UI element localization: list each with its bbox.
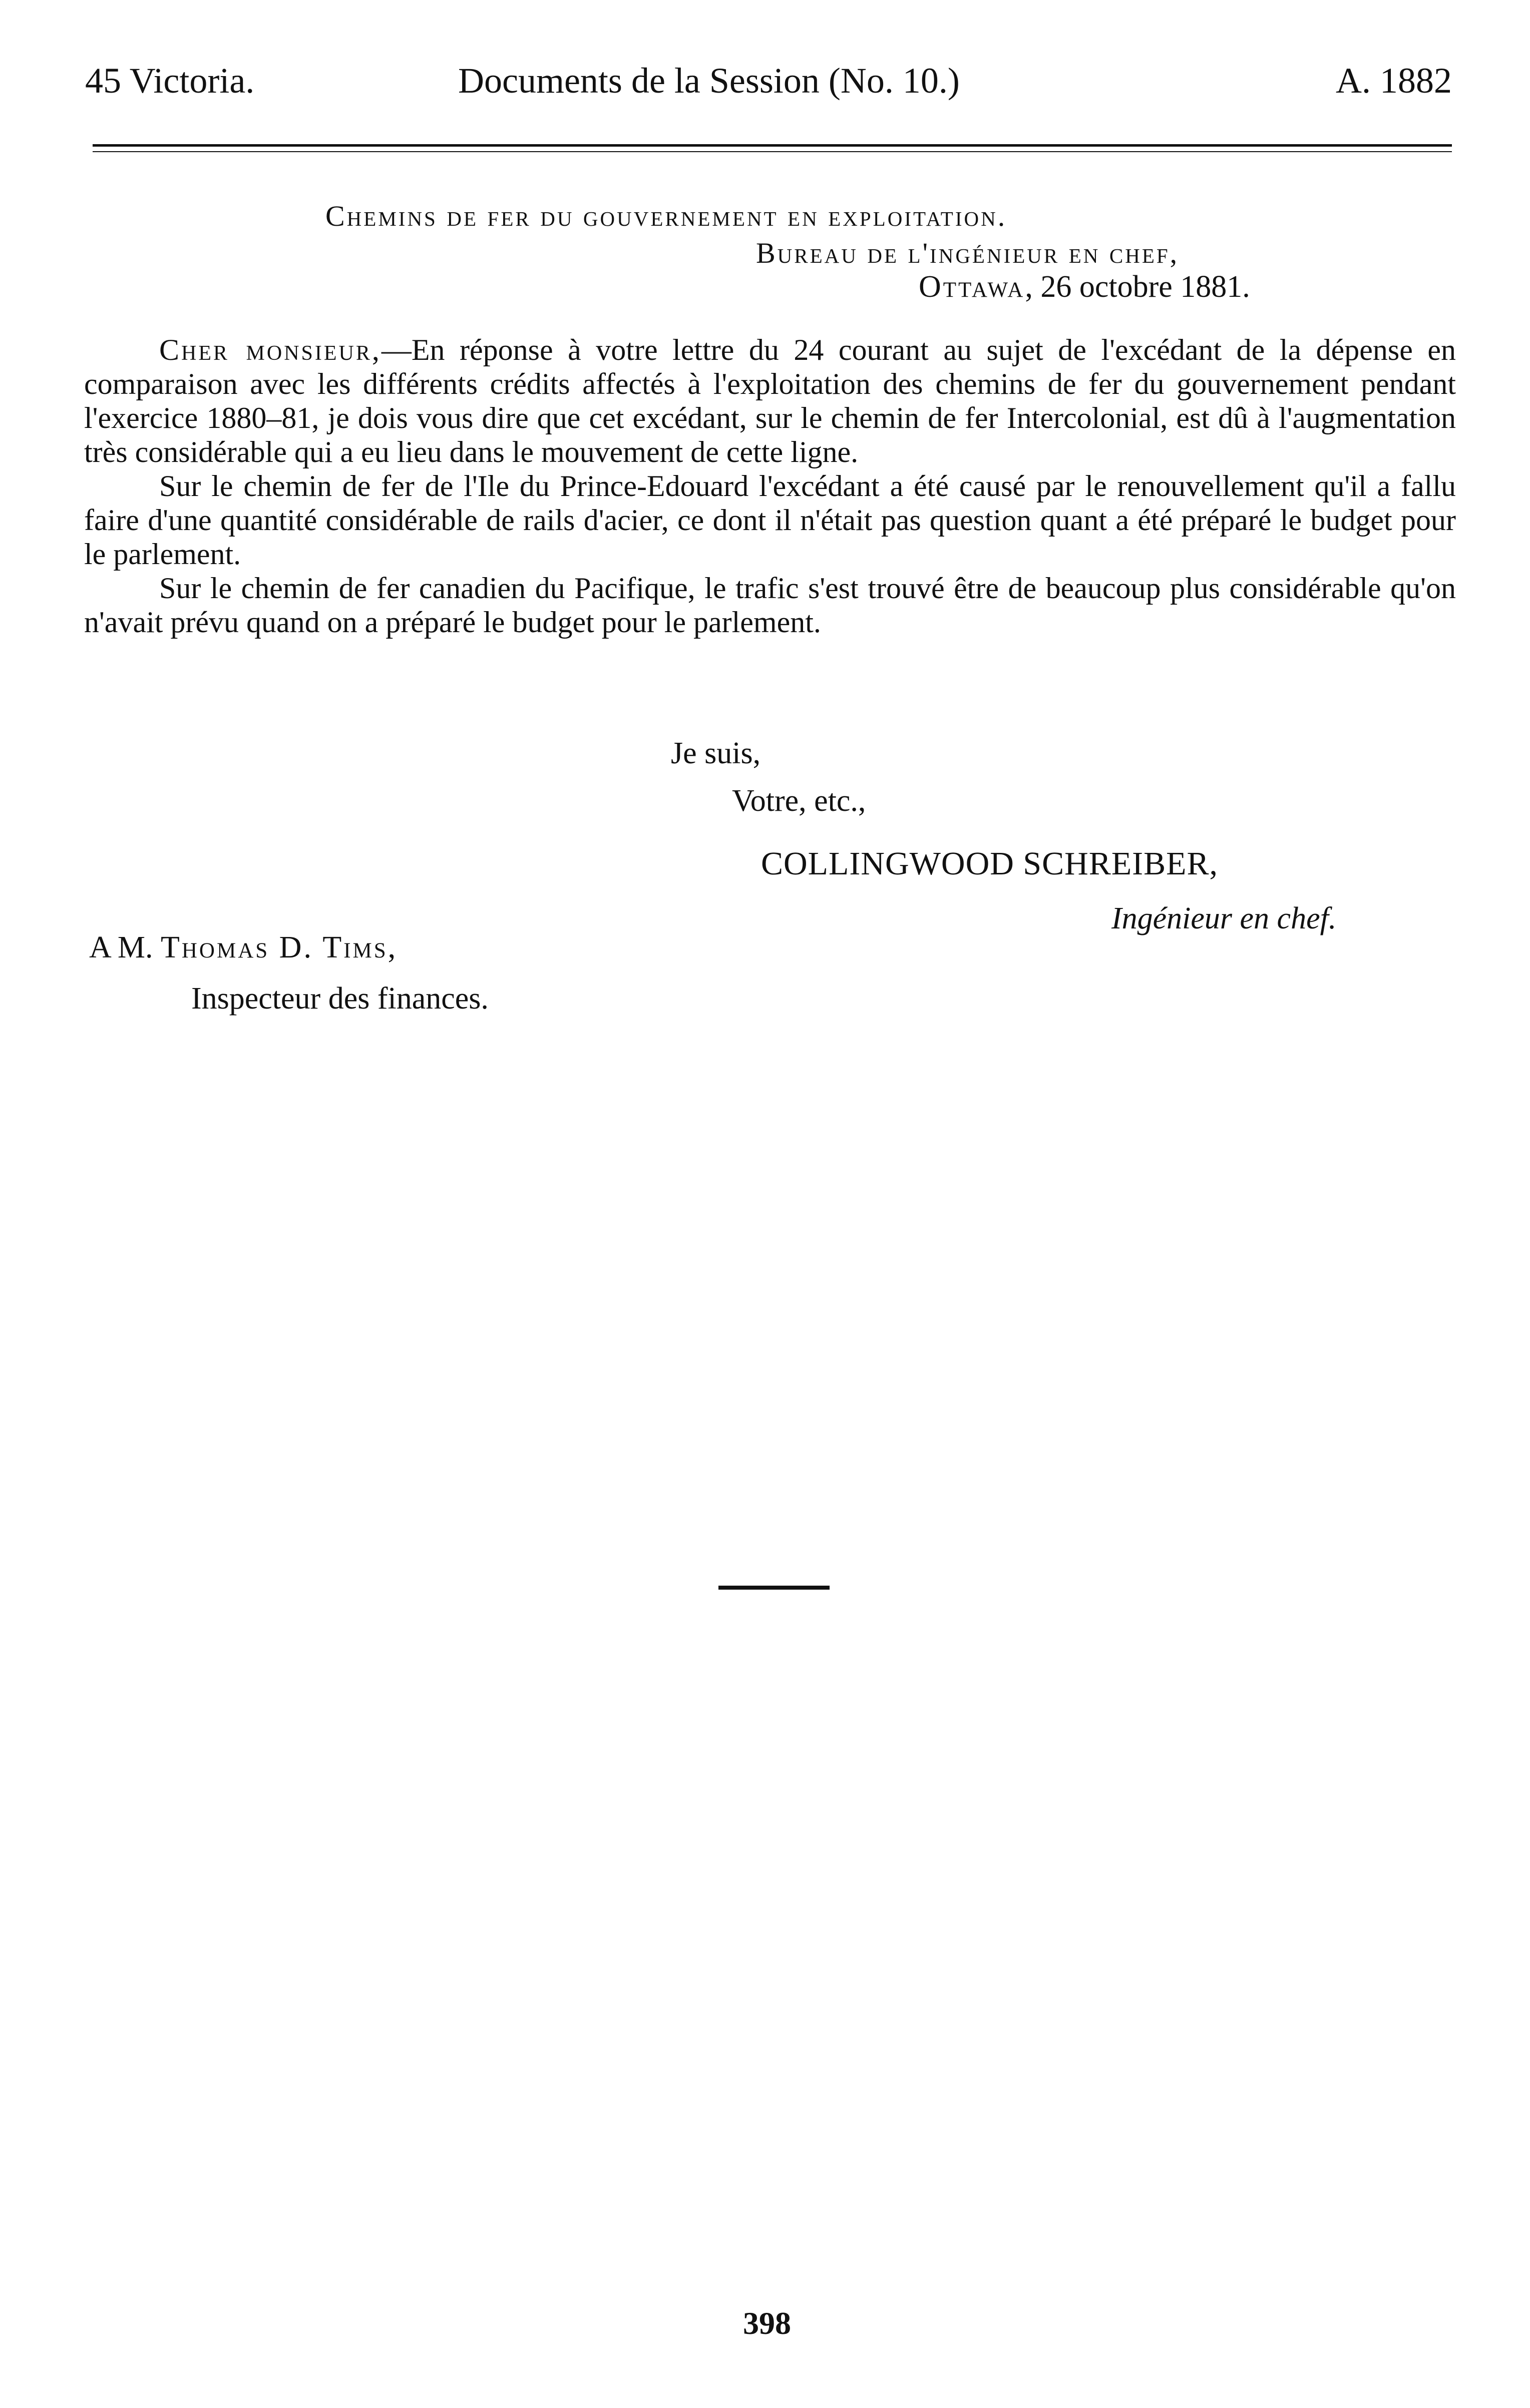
salutation: Cher monsieur, <box>159 333 381 366</box>
running-head-year: 45 Victoria. <box>85 61 255 101</box>
signature-title: Ingénieur en chef. <box>1111 901 1337 935</box>
signature-name: COLLINGWOOD SCHREIBER, <box>761 845 1218 882</box>
header-rule-thick <box>93 144 1452 147</box>
paragraph-1-text: —En réponse à votre lettre du 24 courant au sujet de l'excédant de la dépense en comparaison avec les différents crédits affectés à l'exploitation des chemins de fer du gouvernement pendant l'exercice 1880–81, je dois vous dire que cet excédant, sur le chemin de fer Intercolonial, est dû à l'augmentation très considérable qui a eu lieu dans le mouvement de cette ligne. <box>84 333 1456 468</box>
letter-body <box>84 333 1456 639</box>
addressee-name: Thomas D. Tims, <box>160 930 398 965</box>
paragraph-2: Sur le chemin de fer de l'Ile du Prince-Edouard l'excédant a été causé par le renouvellement qu'il a fallu faire d'une quantité considérable de rails d'acier, ce dont il n'était pas question quant a été préparé le budget pour le parlement. <box>84 469 1456 571</box>
running-head-date: A. 1882 <box>1336 61 1452 101</box>
department-heading: Chemins de fer du gouvernement en exploitation. <box>325 200 1007 232</box>
bureau-heading: Bureau de l'ingénieur en chef, <box>756 237 1180 269</box>
paragraph-1 <box>84 333 1456 469</box>
running-head <box>85 60 1452 115</box>
closing-divider <box>718 1586 830 1590</box>
addressee-line <box>89 930 398 966</box>
addressee-prefix: A M. <box>89 930 161 965</box>
place-name: Ottawa <box>919 270 1025 304</box>
closing-line-2: Votre, etc., <box>732 784 866 818</box>
addressee-title: Inspecteur des finances. <box>191 982 489 1016</box>
letter-date: , 26 octobre 1881. <box>1025 270 1250 304</box>
header-rule-thin <box>93 151 1452 152</box>
paragraph-3: Sur le chemin de fer canadien du Pacifique, le trafic s'est trouvé être de beaucoup plus considérable qu'on n'avait prévu quand on a préparé le budget pour le parlement. <box>84 572 1456 639</box>
page-number: 398 <box>743 2305 791 2341</box>
running-head-title: Documents de la Session (No. 10.) <box>458 61 960 101</box>
place-date-line <box>919 269 1250 305</box>
closing-line-1: Je suis, <box>671 736 761 770</box>
